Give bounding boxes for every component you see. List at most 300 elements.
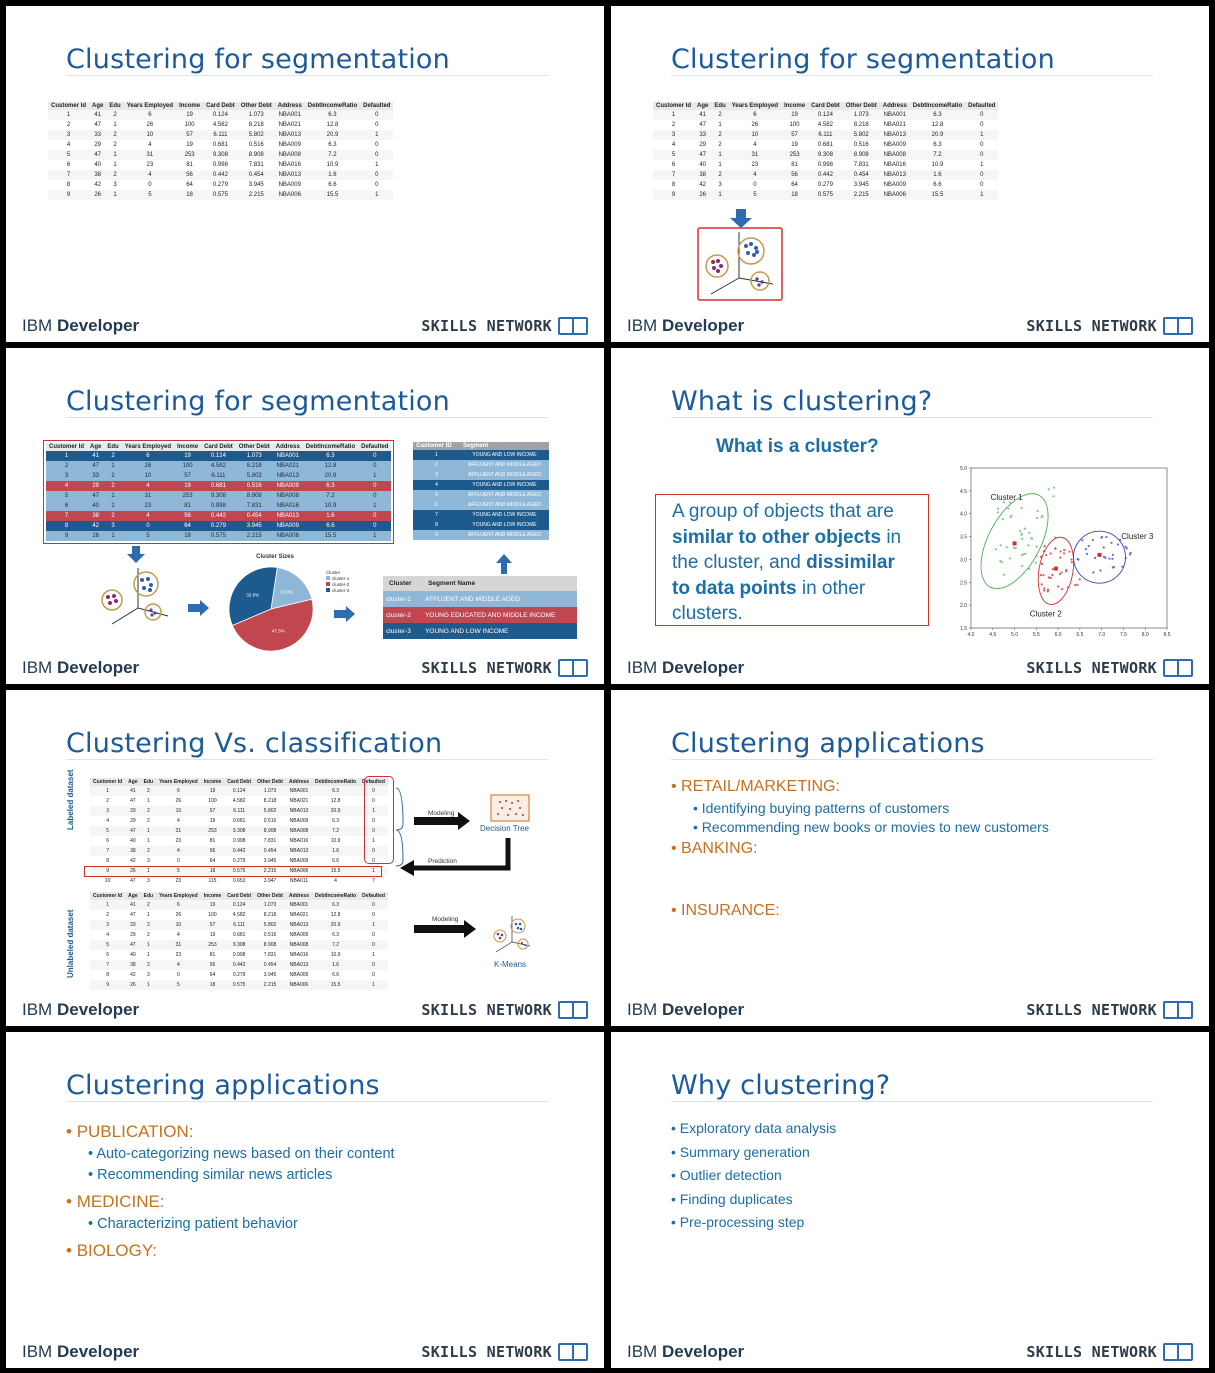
skills-network-logo: SKILLS NETWORK (421, 1001, 588, 1019)
books-icon (558, 659, 588, 677)
kmeans-icon (490, 912, 534, 956)
table-row: 2 47 1 26 100 4.582 8.218 NBA021 12.8 0 (66, 122, 379, 128)
skills-network-logo: SKILLS NETWORK (421, 659, 588, 677)
slide-title: Clustering for segmentation (66, 44, 450, 75)
sub-bullet: • Identifying buying patterns of customers (693, 800, 950, 816)
why-item: • Pre-processing step (671, 1214, 805, 1230)
table-header: Age (694, 102, 711, 110)
slide-6[interactable] (611, 690, 1209, 1026)
title-divider (671, 1101, 1153, 1102)
cluster-definition: A group of objects that are similar to other objects in the cluster, and dissimilar to data points in other clusters. (655, 494, 929, 626)
table-header: Customer Id (48, 102, 89, 110)
slide-title: What is clustering? (671, 386, 933, 417)
scatter-point (1041, 583, 1043, 585)
centroid (1097, 553, 1101, 557)
scatter-point (1048, 576, 1050, 578)
table-row: 10 47 3 23 115 0.653 3.947 NBA011 4 ? (104, 878, 375, 884)
scatter-point (1068, 551, 1070, 553)
skills-network-logo: SKILLS NETWORK (421, 1343, 588, 1361)
pie-label: 47.3% (271, 628, 285, 634)
table-row: 8 YOUNG AND LOW INCOME (413, 520, 549, 530)
title-divider (66, 75, 548, 76)
scatter-point (1002, 518, 1004, 520)
unlabeled-table (90, 892, 388, 990)
table-header: Defaulted (359, 892, 388, 900)
unlabeled-dataset-label: Unlabeled dataset (66, 909, 75, 978)
table-header: Years Employed (124, 102, 176, 110)
scatter-point (1020, 507, 1022, 509)
scatter-point (1051, 574, 1053, 576)
subtitle: What is a cluster? (716, 436, 879, 457)
books-icon (1163, 659, 1193, 677)
scatter-point (1074, 584, 1076, 586)
scatter-point (1027, 544, 1029, 546)
table-row: 8 42 3 0 64 0.279 3.945 NBA009 6.6 0 (106, 858, 375, 864)
table-row: 2 47 1 26 100 4.582 8.218 NBA021 12.8 0 (671, 122, 984, 128)
table-header: Address (286, 892, 312, 900)
y-tick-label: 4.5 (960, 488, 967, 495)
ibm-developer-logo: IBM Developer (627, 658, 745, 677)
scatter-point (1048, 488, 1050, 490)
table-row: 9 26 1 5 18 0.575 2.215 NBA006 15.5 1 (90, 980, 388, 990)
scatter-point (1103, 556, 1105, 558)
scatter-point (1041, 563, 1043, 565)
scatter-point (1007, 508, 1009, 510)
sub-bullet: • Recommending new books or movies to new customers (693, 819, 1049, 835)
table-row: 7 38 2 4 56 0.442 0.454 NBA013 1.6 0 (48, 170, 393, 180)
pie-legend (326, 570, 349, 594)
table-row: 5 47 1 31 253 9.308 8.908 NBA008 7.2 0 (90, 940, 388, 950)
scatter-point (1059, 573, 1061, 575)
table-header: Other Debt (238, 102, 275, 110)
pie-title: Cluster Sizes (256, 554, 294, 560)
table-header: Address (880, 102, 910, 110)
table-header: Other Debt (236, 443, 273, 451)
table-header: Age (89, 102, 106, 110)
table-row: 4 29 2 4 19 0.681 0.516 NBA009 6.3 0 (66, 142, 379, 148)
table-header: Card Debt (203, 102, 238, 110)
centroid (1013, 541, 1017, 545)
scatter-point (1099, 569, 1101, 571)
x-tick-label: 6.5 (1076, 632, 1084, 638)
table-row: 6 40 1 23 81 0.998 7.831 NBA016 10.9 1 (46, 501, 391, 511)
scatter-point (1022, 553, 1024, 555)
scatter-point (1036, 510, 1038, 512)
scatter-point (995, 548, 997, 550)
sub-bullet: • Recommending similar news articles (88, 1167, 333, 1183)
scatter-point (1076, 558, 1078, 560)
table-row: 1 41 2 6 19 0.124 1.073 NBA001 6.3 0 (90, 900, 388, 910)
ibm-developer-logo: IBM Developer (627, 316, 745, 335)
scatter-point (1094, 557, 1096, 559)
title-divider (671, 75, 1153, 76)
scatter-point (1000, 544, 1002, 546)
table-header: Customer Id (46, 443, 87, 451)
pie-legend-item: cluster-3 (326, 588, 349, 594)
slide-4[interactable] (611, 348, 1209, 684)
table-header: Edu (106, 102, 123, 110)
cluster-scatter-plot (947, 462, 1173, 644)
table-row: 8 42 3 0 64 0.279 3.945 NBA009 6.6 0 (66, 182, 379, 188)
scatter-point (1124, 546, 1126, 548)
ibm-developer-logo: IBM Developer (627, 1342, 745, 1361)
table-row: 9 26 1 5 18 0.575 2.215 NBA006 15.5 1 (46, 531, 391, 541)
scatter-point (1059, 550, 1061, 552)
scatter-point (1019, 530, 1021, 532)
table-header: DebtIncomeRatio (312, 778, 359, 786)
scatter-point (1103, 546, 1105, 548)
scatter-point (1028, 532, 1030, 534)
scatter-point (1009, 516, 1011, 518)
table-row: 6 40 1 23 81 0.998 7.831 NBA016 10.9 1 (671, 162, 984, 168)
bullet-retail: • RETAIL/MARKETING: (671, 778, 840, 795)
cluster-label: Cluster 3 (1121, 531, 1154, 541)
books-icon (558, 317, 588, 335)
cluster-segment-table (383, 576, 577, 639)
table-row: 1 41 2 6 19 0.124 1.073 NBA001 6.3 0 (90, 786, 388, 796)
scatter-point (1050, 577, 1052, 579)
scatter-point (1042, 574, 1044, 576)
ibm-developer-logo: IBM Developer (22, 1342, 140, 1361)
scatter-point (1043, 587, 1045, 589)
table-header: DebtIncomeRatio (303, 443, 358, 451)
table-row: 5 47 1 31 253 9.308 8.908 NBA008 7.2 0 (46, 491, 391, 501)
scatter-point (1063, 552, 1065, 554)
table-row: 1 41 2 6 19 0.124 1.073 NBA001 6.3 0 (48, 110, 393, 120)
table-header: DebtIncomeRatio (312, 892, 359, 900)
y-tick-label: 1.5 (960, 626, 967, 632)
scatter-point (1041, 516, 1043, 518)
table-row: cluster-1 AFFLUENT AND MIDDLE AGED (383, 591, 577, 607)
colored-customer-table-container (43, 440, 394, 544)
scatter-point (1024, 528, 1026, 530)
table-row: 3 33 2 10 57 6.111 5.802 NBA013 20.9 1 (46, 471, 391, 481)
ibm-developer-logo: IBM Developer (22, 1000, 140, 1019)
table-header: Edu (141, 778, 156, 786)
table-header: Years Employed (156, 892, 201, 900)
pie-legend-item: cluster-2 (326, 582, 349, 588)
customer-table-container (48, 102, 393, 200)
table-row: 5 47 1 31 253 9.308 8.908 NBA008 7.2 0 (48, 150, 393, 160)
ibm-developer-logo: IBM Developer (22, 316, 140, 335)
table-header: Defaulted (360, 102, 393, 110)
slide-title: Clustering Vs. classification (66, 728, 443, 759)
table-row: 6 40 1 23 81 0.998 7.831 NBA016 10.9 1 (66, 162, 379, 168)
title-divider (671, 759, 1153, 760)
scatter-point (1112, 554, 1114, 556)
pie-legend-item: cluster-1 (326, 576, 349, 582)
table-header: Address (286, 778, 312, 786)
table-header: Customer Id (90, 778, 125, 786)
table-header: Income (176, 102, 203, 110)
scatter-point (1021, 538, 1023, 540)
ibm-developer-logo: IBM Developer (627, 1000, 745, 1019)
table-row: 9 26 1 5 18 0.575 2.215 NBA006 15.5 1 (90, 866, 388, 876)
table-row: 9 26 1 5 18 0.575 2.215 NBA006 15.5 1 (48, 190, 393, 200)
customer-table (48, 102, 393, 200)
scatter-point (1054, 548, 1056, 550)
y-tick-label: 3.5 (960, 534, 967, 541)
table-row: 5 47 1 31 253 9.308 8.908 NBA008 7.2 0 (90, 826, 388, 836)
scatter-point (1105, 536, 1107, 538)
slide-2[interactable] (611, 6, 1209, 342)
y-tick-label: 2.5 (960, 580, 967, 587)
x-tick-label: 7.0 (1098, 632, 1106, 638)
scatter-point (1110, 542, 1112, 544)
table-header: Age (125, 892, 140, 900)
why-item: • Exploratory data analysis (671, 1120, 837, 1136)
table-row: 7 38 2 4 56 0.442 0.454 NBA013 1.6 0 (653, 170, 998, 180)
decision-tree-icon (490, 794, 530, 822)
scatter-point (1085, 548, 1087, 550)
cluster-segment-table-container (383, 576, 577, 639)
scatter-point (1065, 569, 1067, 571)
decision-tree-label: Decision Tree (480, 824, 529, 833)
table-row: 2 AFFLUENT AND MIDDLE AGED (413, 460, 549, 470)
table-header: Segment Name (422, 576, 577, 591)
table-header: Years Employed (729, 102, 781, 110)
scatter-point (1108, 558, 1110, 560)
scatter-point (1009, 557, 1011, 559)
table-header: DebtIncomeRatio (910, 102, 965, 110)
books-icon (558, 1343, 588, 1361)
scatter-point (997, 508, 999, 510)
skills-network-logo: SKILLS NETWORK (1026, 659, 1193, 677)
slide-7[interactable] (6, 1032, 604, 1368)
scatter-point (997, 511, 999, 513)
skills-network-logo: SKILLS NETWORK (1026, 317, 1193, 335)
x-tick-label: 7.5 (1119, 632, 1127, 638)
cluster-diagram-icon (691, 204, 791, 306)
table-header: Customer ID (413, 442, 460, 450)
y-tick-label: 2.0 (960, 603, 967, 610)
slide-title: Clustering for segmentation (66, 386, 450, 417)
why-item: • Outlier detection (671, 1167, 782, 1183)
scatter-point (1047, 590, 1049, 592)
scatter-point (1003, 574, 1005, 576)
table-header: Address (273, 443, 303, 451)
table-row: 2 47 1 26 100 4.582 8.218 NBA021 12.8 0 (46, 461, 391, 471)
table-row: 3 33 2 10 57 6.111 5.802 NBA013 20.9 1 (48, 130, 393, 140)
scatter-point (1013, 547, 1015, 549)
y-tick-label: 3.0 (960, 557, 967, 564)
table-row: 8 42 3 0 64 0.279 3.945 NBA009 6.6 0 (671, 182, 984, 188)
scatter-point (1117, 543, 1119, 545)
pie-legend-title: Cluster (326, 570, 341, 575)
x-tick-label: 5.5 (1032, 632, 1040, 638)
scatter-point (1060, 571, 1062, 573)
bullet-medicine: • MEDICINE: (66, 1192, 165, 1211)
pie-label: 33.8% (246, 592, 260, 598)
pie-label: 18.9% (280, 589, 294, 595)
why-item: • Finding duplicates (671, 1191, 793, 1207)
cluster-3-ellipse (1073, 531, 1125, 583)
scatter-point (1070, 558, 1072, 560)
y-tick-label: 5.0 (960, 466, 967, 472)
x-tick-label: 6.0 (1054, 632, 1062, 638)
arrow-right-icon (188, 600, 210, 616)
slide-1[interactable] (6, 6, 604, 342)
table-header: Age (125, 778, 140, 786)
table-row: 7 38 2 4 56 0.442 0.454 NBA013 1.6 0 (90, 960, 388, 970)
table-row: 1 41 2 6 19 0.124 1.073 NBA001 6.3 0 (653, 110, 998, 120)
table-header: Edu (711, 102, 728, 110)
table-row: 3 33 2 10 57 6.111 5.802 NBA013 20.9 1 (90, 920, 388, 930)
table-header: Other Debt (254, 778, 286, 786)
table-header: Card Debt (201, 443, 236, 451)
labeled-dataset-label: Labeled dataset (66, 769, 75, 830)
table-row: cluster-3 YOUNG AND LOW INCOME (383, 623, 577, 639)
x-tick-label: 8.0 (1141, 632, 1149, 638)
table-row: 3 AFFLUENT AND MIDDLE AGED (413, 470, 549, 480)
modeling-label: Modeling (428, 810, 455, 817)
centroid (1054, 567, 1058, 571)
table-row: 3 33 2 10 57 6.111 5.802 NBA013 20.9 1 (90, 806, 388, 816)
scatter-point (1092, 571, 1094, 573)
x-tick-label: 8.5 (1163, 632, 1171, 638)
table-row: 8 42 3 0 64 0.279 3.945 NBA009 6.6 0 (46, 521, 391, 531)
table-row: 6 AFFLUENT AND MIDDLE AGED (413, 500, 549, 510)
table-header: Customer Id (90, 892, 125, 900)
scatter-point (1040, 574, 1042, 576)
table-row: 5 AFFLUENT AND MIDDLE AGED (413, 490, 549, 500)
scatter-point (1043, 545, 1045, 547)
table-header: Card Debt (224, 892, 254, 900)
defaulted-column-highlight (364, 776, 394, 864)
scatter-point (1057, 585, 1059, 587)
cluster-label: Cluster 2 (1029, 609, 1062, 619)
table-header: Income (201, 778, 225, 786)
table-header: Other Debt (254, 892, 286, 900)
books-icon (558, 1001, 588, 1019)
table-header: Card Debt (808, 102, 843, 110)
table-row: 4 29 2 4 19 0.681 0.516 NBA009 6.3 0 (106, 818, 375, 824)
plot-frame (971, 468, 1167, 628)
table-row: 2 47 1 26 100 4.582 8.218 NBA021 12.8 0 (106, 912, 375, 918)
colored-customer-table (46, 443, 391, 541)
slide-title: Clustering for segmentation (671, 44, 1055, 75)
table-header: Cluster (383, 576, 422, 591)
table-row: 7 38 2 4 56 0.442 0.454 NBA013 1.6 0 (46, 511, 391, 521)
scatter-point (1001, 561, 1003, 563)
customer-table (653, 102, 998, 200)
segment-table (413, 442, 549, 540)
modeling-label: Modeling (432, 916, 459, 923)
scatter-point (1129, 553, 1131, 555)
books-icon (1163, 1343, 1193, 1361)
skills-network-logo: SKILLS NETWORK (1026, 1001, 1193, 1019)
table-header: Age (87, 443, 104, 451)
slide-8[interactable] (611, 1032, 1209, 1368)
bullet-insurance: • INSURANCE: (671, 902, 780, 919)
slide-5[interactable] (6, 690, 604, 1026)
scatter-point (1101, 536, 1103, 538)
scatter-point (1052, 568, 1054, 570)
table-header: Income (201, 892, 225, 900)
table-header: Edu (104, 443, 121, 451)
table-row: cluster-2 YOUNG EDUCATED AND MIDDLE INCOME (383, 607, 577, 623)
scatter-point (1006, 546, 1008, 548)
x-tick-label: 5.0 (1011, 632, 1019, 638)
table-row: 4 29 2 4 19 0.681 0.516 NBA009 6.3 0 (106, 932, 375, 938)
customer-table-container (653, 102, 998, 200)
slide-title: Clustering applications (66, 1070, 380, 1101)
table-header: Edu (141, 892, 156, 900)
slide-3[interactable] (6, 348, 604, 684)
table-header: Years Employed (156, 778, 201, 786)
new-record-highlight (84, 866, 382, 877)
scatter-point (1031, 538, 1033, 540)
table-row: 7 YOUNG AND LOW INCOME (413, 510, 549, 520)
table-header: Income (781, 102, 808, 110)
unlabeled-table-container (90, 892, 388, 990)
x-tick-label: 4.5 (989, 632, 997, 638)
scatter-point (1079, 578, 1081, 580)
arrow-right-icon (334, 606, 356, 622)
table-row: 4 YOUNG AND LOW INCOME (413, 480, 549, 490)
cluster-2-ellipse (1033, 534, 1078, 607)
cluster-label: Cluster 1 (990, 493, 1023, 502)
sub-bullet: • Auto-categorizing news based on their content (88, 1146, 395, 1162)
scatter-point (1088, 545, 1090, 547)
title-divider (66, 1101, 548, 1102)
segment-table-container (413, 442, 549, 540)
skills-network-logo: SKILLS NETWORK (1026, 1343, 1193, 1361)
scatter-point (1020, 534, 1022, 536)
table-row: 8 42 3 0 64 0.279 3.945 NBA009 6.6 0 (106, 972, 375, 978)
table-row: 4 29 2 4 19 0.681 0.516 NBA009 6.3 0 (671, 142, 984, 148)
y-tick-label: 4.0 (960, 511, 967, 518)
scatter-point (1111, 558, 1113, 560)
books-icon (1163, 1001, 1193, 1019)
scatter-point (1063, 549, 1065, 551)
table-header: Address (275, 102, 305, 110)
table-header: Segment (460, 442, 549, 450)
table-row: 3 33 2 10 57 6.111 5.802 NBA013 20.9 1 (653, 130, 998, 140)
table-header: Income (174, 443, 201, 451)
table-header: Defaulted (965, 102, 998, 110)
title-divider (66, 759, 548, 760)
table-header: Customer Id (653, 102, 694, 110)
table-row: 6 40 1 23 81 0.998 7.831 NBA016 10.9 1 (106, 838, 375, 844)
skills-network-logo: SKILLS NETWORK (421, 317, 588, 335)
scatter-point (1081, 539, 1083, 541)
table-header: Other Debt (843, 102, 880, 110)
ibm-developer-logo: IBM Developer (22, 658, 140, 677)
why-item: • Summary generation (671, 1144, 810, 1160)
scatter-point (1059, 557, 1061, 559)
scatter-point (1036, 546, 1038, 548)
scatter-point (1050, 552, 1052, 554)
scatter-point (1076, 584, 1078, 586)
slide-title: Clustering applications (671, 728, 985, 759)
x-tick-label: 4.0 (967, 632, 975, 638)
title-divider (671, 417, 1153, 418)
kmeans-label: K-Means (494, 960, 527, 969)
table-row: 7 38 2 4 56 0.442 0.454 NBA013 1.6 0 (90, 846, 388, 856)
scatter-point (1035, 562, 1037, 564)
table-row: 9 26 1 5 18 0.575 2.215 NBA006 15.5 1 (653, 190, 998, 200)
scatter-point (1071, 561, 1073, 563)
cluster-sizes-pie-chart (226, 564, 316, 654)
table-row: 9 AFFLUENT AND MIDDLE AGED (413, 530, 549, 540)
scatter-point (1036, 517, 1038, 519)
table-header: DebtIncomeRatio (305, 102, 360, 110)
arrow-up-icon (496, 554, 512, 574)
table-row: 5 47 1 31 253 9.308 8.908 NBA008 7.2 0 (653, 150, 998, 160)
table-row: 6 40 1 23 81 0.998 7.831 NBA016 10.9 1 (106, 952, 375, 958)
scatter-point (1113, 566, 1115, 568)
